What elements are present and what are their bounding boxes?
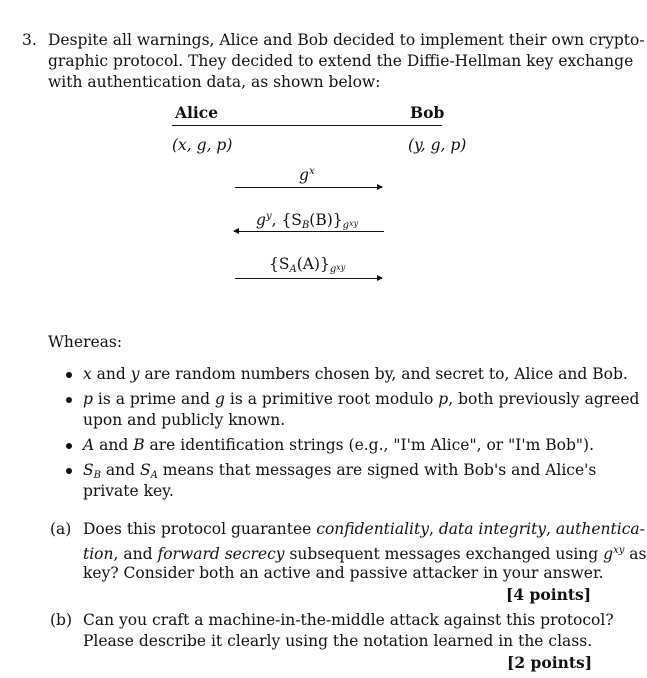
bullet-3-text: A and B are identification strings (e.g., "I'm Alice", or "I'm Bob"). — [83, 436, 595, 454]
part-a-line-3: key? Consider both an active and passive attacker in your answer. — [83, 564, 604, 582]
bob-label: Bob — [410, 103, 445, 122]
part-b-line-2: Please describe it clearly using the notation learned in the class. — [83, 632, 593, 650]
bob-params: (y, g, p) — [408, 136, 467, 154]
whereas-label: Whereas: — [48, 333, 123, 351]
alice-label: Alice — [175, 103, 219, 122]
question-number: 3. — [22, 31, 37, 49]
message-2-arrow — [234, 231, 384, 232]
bullet-icon — [66, 372, 72, 378]
bullet-icon — [66, 443, 72, 449]
part-b-label: (b) — [50, 611, 73, 629]
bullet-4-text: $S_B$ and $S_A$ means that messages are signed with Bob's and Alice's — [83, 461, 597, 481]
intro-line-2: graphic protocol. They decided to extend the Diffie-Hellman key exchange — [48, 52, 634, 70]
bullet-icon — [66, 397, 72, 403]
part-a-line-1: Does this protocol guarantee confidentiality, data integrity, authentica- — [83, 520, 645, 538]
bullet-icon — [66, 468, 72, 474]
part-b-points: [2 points] — [507, 653, 593, 672]
protocol-header-rule — [172, 125, 442, 126]
part-a-line-2: tion, and forward secrecy subsequent messages exchanged using $g^{xy}$ as — [83, 545, 647, 563]
message-2-label: $g^y$, $\{S_B(B)\}_gxy$ — [256, 211, 359, 231]
message-1-label: $g^x$ — [299, 166, 315, 184]
bullet-1-text: x and y are random numbers chosen by, and secret to, Alice and Bob. — [83, 365, 628, 383]
part-a-points: [4 points] — [506, 585, 592, 604]
part-b-line-1: Can you craft a machine-in-the-middle attack against this protocol? — [83, 611, 614, 629]
message-3-label: $\{S_A(A)\}_gxy$ — [269, 255, 346, 275]
bullet-2-text: p is a prime and g is a primitive root modulo p, both previously agreed — [83, 390, 640, 408]
bullet-2-text-line-2: upon and publicly known. — [83, 411, 286, 429]
intro-line-3: with authentication data, as shown below: — [48, 73, 381, 91]
message-3-arrow — [235, 278, 382, 279]
message-1-arrow — [235, 187, 382, 188]
part-a-label: (a) — [50, 520, 72, 538]
intro-line-1: Despite all warnings, Alice and Bob decided to implement their own crypto- — [48, 31, 645, 49]
alice-params: (x, g, p) — [172, 136, 233, 154]
bullet-4-text-line-2: private key. — [83, 482, 174, 500]
